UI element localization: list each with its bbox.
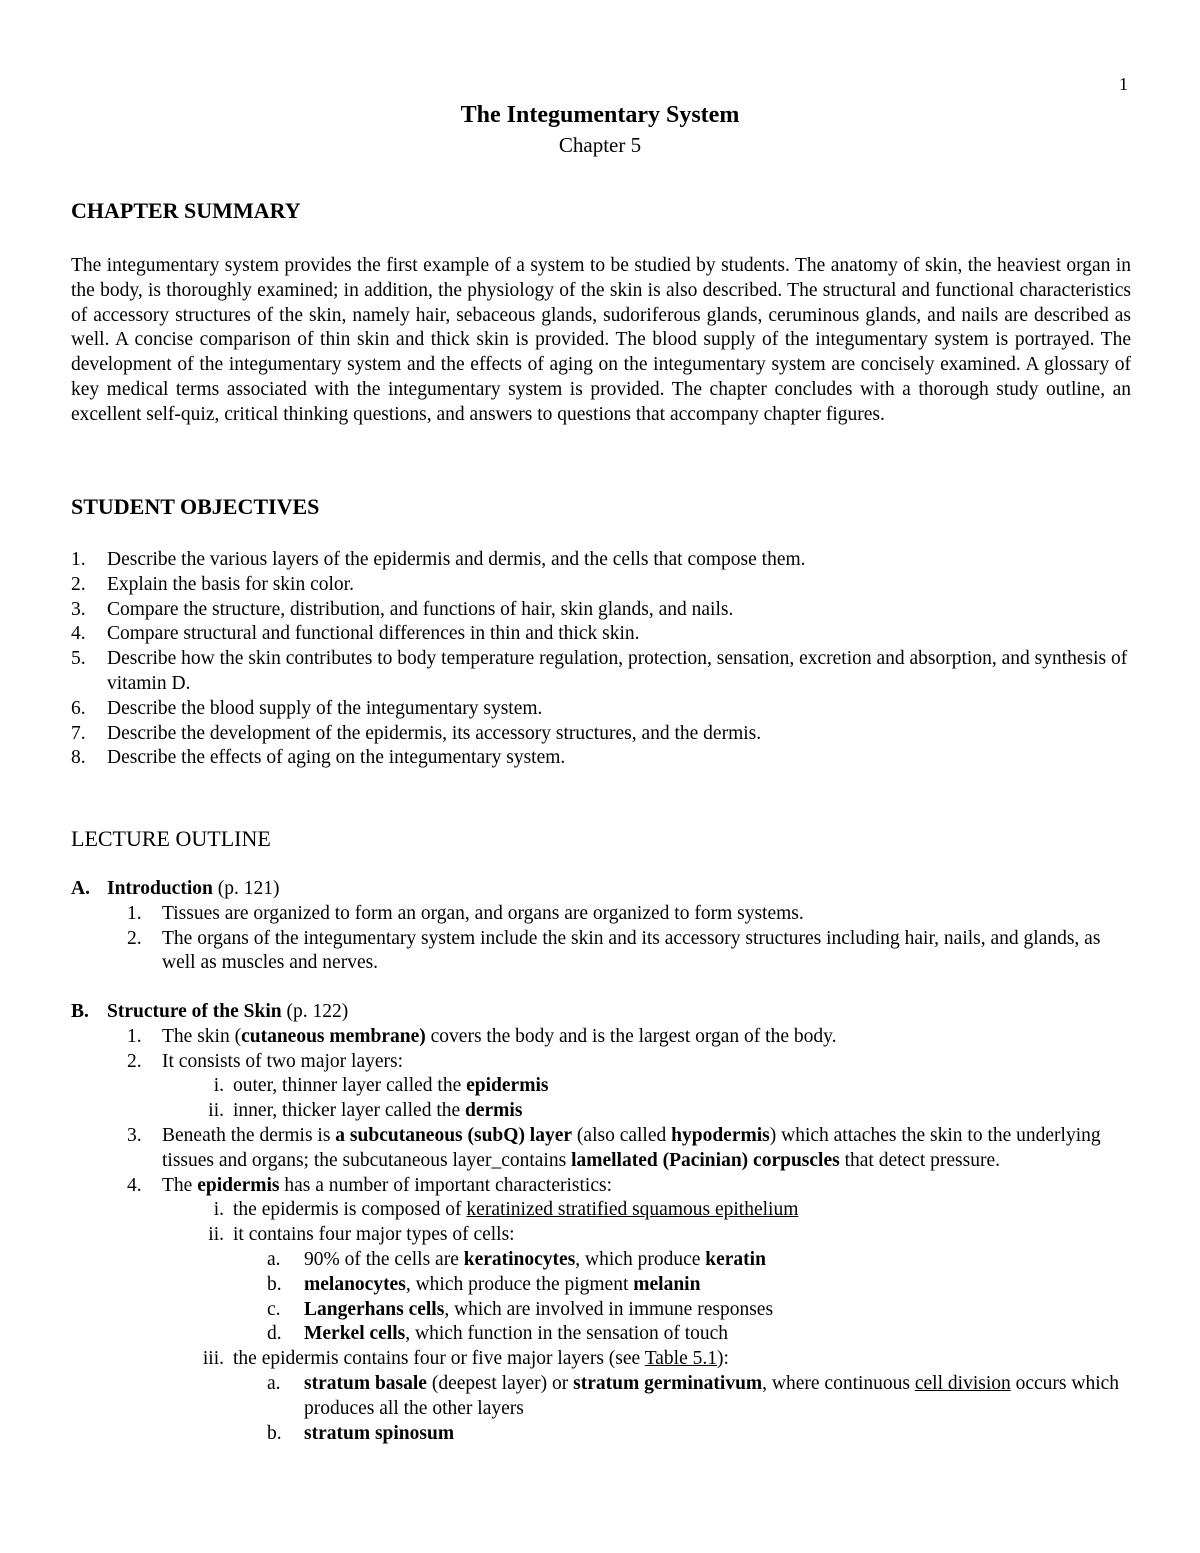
item-text: the epidermis is composed of [233, 1199, 467, 1221]
term-bold: hypodermis [671, 1124, 770, 1146]
outline-item [71, 1050, 1131, 1075]
subsubitem-marker: b. [267, 1422, 282, 1444]
term-bold: Merkel cells [304, 1323, 406, 1345]
subitem-marker: iii. [202, 1348, 224, 1370]
outline-subsubitem [71, 1322, 1131, 1347]
objective-item [71, 722, 1131, 747]
chapter-label: Chapter 5 [558, 133, 642, 157]
item-text: , where continuous [762, 1372, 915, 1394]
outline-subsubitem [71, 1422, 1131, 1447]
section-heading [71, 877, 1131, 902]
item-number: 4. [127, 1174, 142, 1196]
objective-item [71, 598, 1131, 623]
subitem-marker: ii. [208, 1100, 224, 1122]
outline-heading: LECTURE OUTLINE [71, 826, 271, 851]
term-bold: stratum spinosum [304, 1422, 455, 1444]
objective-item [71, 647, 1131, 697]
item-text: it contains four major types of cells: [233, 1224, 515, 1246]
objective-item [71, 622, 1131, 647]
item-text: , which produce [575, 1248, 706, 1270]
objective-text: Describe the blood supply of the integumentary system. [107, 697, 543, 719]
outline-subitem [71, 1198, 1131, 1223]
objective-number: 3. [71, 598, 86, 620]
outline-subsubitem [71, 1273, 1131, 1298]
section-page-ref: (p. 122) [286, 1001, 349, 1022]
objectives-list [71, 548, 1131, 771]
item-text: , which produce the pigment [405, 1273, 634, 1295]
outline-subitem [71, 1223, 1131, 1248]
table-reference-link[interactable]: Table 5.1 [644, 1348, 717, 1370]
item-text: that detect pressure. [839, 1149, 1000, 1171]
section-introduction [71, 877, 1131, 976]
item-text: occurs which produces all the other layers [304, 1372, 1120, 1419]
item-text: covers the body and is the largest organ of the body. [425, 1025, 837, 1047]
subsubitem-marker: a. [267, 1248, 281, 1270]
item-text: , which function in the sensation of touch [405, 1323, 729, 1345]
objective-text: Describe the development of the epidermis, its accessory structures, and the dermis. [107, 722, 762, 744]
section-letter: A. [71, 878, 90, 899]
term-bold: melanin [633, 1273, 701, 1295]
term-bold: keratin [705, 1248, 766, 1270]
outline-item [71, 1025, 1131, 1050]
term-bold: a subcutaneous (subQ) layer [335, 1124, 573, 1146]
outline-item [71, 1124, 1131, 1174]
section-letter: B. [71, 1001, 89, 1022]
objective-text: Describe the various layers of the epidermis and dermis, and the cells that compose them. [107, 549, 806, 570]
item-text: 90% of the cells are [304, 1248, 464, 1270]
outline-subsubitem [71, 1298, 1131, 1323]
subsubitem-marker: d. [267, 1323, 282, 1345]
objectives-heading: STUDENT OBJECTIVES [71, 494, 320, 519]
objective-number: 1. [71, 549, 86, 570]
item-number: 2. [127, 1050, 142, 1072]
section-heading [71, 1000, 1131, 1025]
term-bold: stratum germinativum [573, 1372, 763, 1394]
objective-number: 2. [71, 573, 86, 595]
item-text: The skin ( [162, 1025, 242, 1047]
item-text: It consists of two major layers: [162, 1050, 403, 1072]
outline-item [71, 902, 1131, 927]
item-text: (also called [572, 1124, 672, 1146]
subitem-marker: ii. [208, 1224, 224, 1246]
item-text: the epidermis contains four or five major layers (see [233, 1348, 645, 1370]
term-bold: cutaneous membrane) [241, 1025, 426, 1047]
term-bold: lamellated (Pacinian) corpuscles [571, 1149, 840, 1171]
summary-paragraph: The integumentary system provides the first example of a system to be studied by students. The anatomy of skin, the heaviest organ in the body, is thoroughly examined; in addition, the physiology of the skin is also described. The structural and functional characteristics of accessory structures of the skin, namely hair, sebaceous glands, sudoriferous glands, ceruminous glands, and nails are described as well. A concise comparison of thin skin and thick skin is provided. The blood supply of the integumentary system is portrayed. The development of the integumentary system and the effects of aging on the integumentary system are concisely examined. A glossary of key medical terms associated with the integumentary system is provided. The chapter concludes with a thorough study outline, an excellent self-quiz, critical thinking questions, and answers to questions that accompany chapter figures. [71, 255, 1131, 425]
outline-item [71, 1174, 1131, 1199]
item-number: 1. [127, 1025, 142, 1047]
objective-number: 5. [71, 648, 86, 670]
objective-number: 7. [71, 722, 86, 744]
outline-subsubitem [71, 1248, 1131, 1273]
underlined-term: cell division [914, 1372, 1011, 1394]
objective-text: Compare the structure, distribution, and functions of hair, skin glands, and nails. [107, 598, 734, 620]
document-title: The Integumentary System [460, 102, 740, 128]
term-bold: Langerhans cells [304, 1298, 445, 1320]
objective-item [71, 746, 1131, 771]
section-title: Structure of the Skin [107, 1001, 282, 1022]
item-text: The organs of the integumentary system include the skin and its accessory structures including hair, nails, and glands, as well as muscles and nerves. [162, 927, 1101, 974]
section-page-ref: (p. 121) [217, 878, 280, 899]
item-number: 2. [127, 927, 142, 949]
item-text: inner, thicker layer called the [233, 1100, 466, 1122]
subitem-marker: i. [213, 1199, 224, 1221]
subsubitem-marker: a. [267, 1372, 281, 1394]
summary-heading: CHAPTER SUMMARY [71, 198, 301, 223]
item-number: 1. [127, 902, 142, 924]
item-text: has a number of important characteristics: [279, 1174, 612, 1196]
item-text: Beneath the dermis is [162, 1124, 336, 1146]
item-number: 3. [127, 1124, 142, 1146]
objective-number: 4. [71, 623, 86, 645]
objective-text: Describe the effects of aging on the integumentary system. [107, 747, 566, 769]
subsubitem-marker: b. [267, 1273, 282, 1295]
item-text: Tissues are organized to form an organ, and organs are organized to form systems. [162, 902, 804, 924]
outline-subitem [71, 1074, 1131, 1099]
outline-subitem [71, 1347, 1131, 1372]
objective-item [71, 548, 1131, 573]
outline-subsubitem [71, 1372, 1131, 1422]
item-text: ): [717, 1348, 729, 1370]
objective-item [71, 573, 1131, 598]
underlined-term: keratinized stratified squamous epithelium [466, 1199, 799, 1221]
objective-item [71, 697, 1131, 722]
objective-number: 8. [71, 747, 86, 769]
item-text: The [162, 1174, 198, 1196]
term-bold: melanocytes [304, 1273, 406, 1295]
page-number: 1 [1119, 74, 1128, 94]
term-bold: epidermis [197, 1174, 280, 1196]
section-structure-of-skin [71, 1000, 1131, 1446]
term-bold: dermis [465, 1100, 523, 1122]
term-bold: keratinocytes [463, 1248, 576, 1270]
outline-subitem [71, 1099, 1131, 1124]
section-title: Introduction [107, 878, 213, 899]
subsubitem-marker: c. [267, 1298, 281, 1320]
outline-item [71, 927, 1131, 977]
term-bold: stratum basale [304, 1372, 427, 1394]
item-text: , which are involved in immune responses [444, 1298, 774, 1320]
item-text: outer, thinner layer called the [233, 1075, 467, 1097]
objective-text: Describe how the skin contributes to body temperature regulation, protection, sensation, excretion and absorption, and synthesis of vitamin D. [107, 648, 1128, 694]
subitem-marker: i. [213, 1075, 224, 1097]
objective-number: 6. [71, 697, 86, 719]
item-text: ) which attaches the skin to the underlying tissues and organs; the subcutaneous layer_contains [162, 1124, 1101, 1171]
objective-text: Compare structural and functional differences in thin and thick skin. [107, 623, 640, 645]
item-text: (deepest layer) or [426, 1372, 574, 1394]
objective-text: Explain the basis for skin color. [107, 573, 354, 595]
term-bold: epidermis [466, 1075, 549, 1097]
